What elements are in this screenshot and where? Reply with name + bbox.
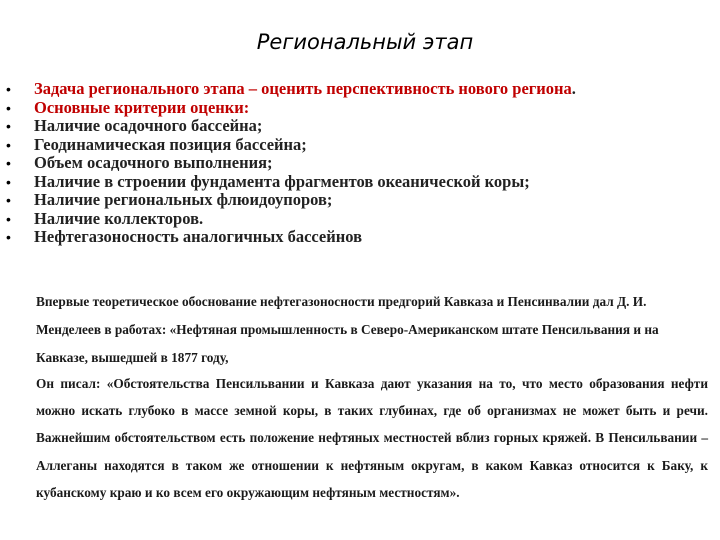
bullet-icon: •	[6, 173, 11, 190]
bullet-icon: •	[6, 155, 11, 171]
bullet-icon: •	[6, 136, 11, 153]
slide-title: Региональный этап	[256, 30, 474, 54]
mendeleev-intro-paragraph: Впервые теоретическое обоснование нефтегазоносности предгорий Кавказа и Пенсинвалии дал Д. И. Менделеев в работах: «Нефтяная промышленность в Северо-Американском штате Пенсильвания и на Кавказе, вышедшей в 1877 году,	[36, 294, 659, 365]
bullet-item	[6, 228, 716, 247]
bullet-text: Задача регионального этапа – оценить перспективность нового региона	[34, 79, 572, 98]
bullet-text: Наличие коллекторов.	[34, 208, 204, 228]
bullet-item	[6, 154, 716, 173]
bullet-item	[6, 117, 716, 136]
bullet-item	[6, 210, 716, 229]
mendeleev-quote-paragraph: Он писал: «Обстоятельства Пенсильвании и Кавказа дают указания на то, что место образования нефти можно искать глубоко в массе земной коры, в таких глубинах, где об организмах не может быть и речи. Важнейшим обстоятельством есть положение нефтяных местностей вблиз горных кряжей. В Пенсильвании – Аллеганы находятся в таком же отношении к нефтяным округам, в каком Кавказ относится к Баку, к кубанскому краю и ко всем его окружающим нефтяным местностям».	[36, 376, 708, 500]
bullet-text: Наличие в строении фундамента фрагментов океанической коры;	[34, 171, 530, 191]
bullet-icon: •	[6, 210, 11, 227]
bullet-text: Нефтегазоносность аналогичных бассейнов	[34, 227, 363, 246]
bullet-icon: •	[6, 81, 11, 97]
bullet-item	[6, 191, 716, 210]
criteria-bullet-list	[6, 80, 716, 247]
bullet-text: Геодинамическая позиция бассейна;	[34, 134, 307, 154]
bullet-item	[6, 80, 716, 99]
bullet-item	[6, 173, 716, 192]
bullet-text: Основные критерии оценки:	[34, 97, 250, 117]
bullet-item	[6, 136, 716, 155]
bullet-suffix: .	[571, 79, 576, 98]
bullet-text: Наличие осадочного бассейна;	[34, 116, 263, 135]
bullet-text: Объем осадочного выполнения;	[34, 153, 273, 172]
bullet-item	[6, 99, 716, 118]
bullet-text: Наличие региональных флюидоупоров;	[34, 190, 333, 209]
bullet-icon: •	[6, 192, 11, 208]
bullet-icon: •	[6, 229, 11, 245]
bullet-icon: •	[6, 99, 11, 116]
bullet-icon: •	[6, 118, 11, 134]
